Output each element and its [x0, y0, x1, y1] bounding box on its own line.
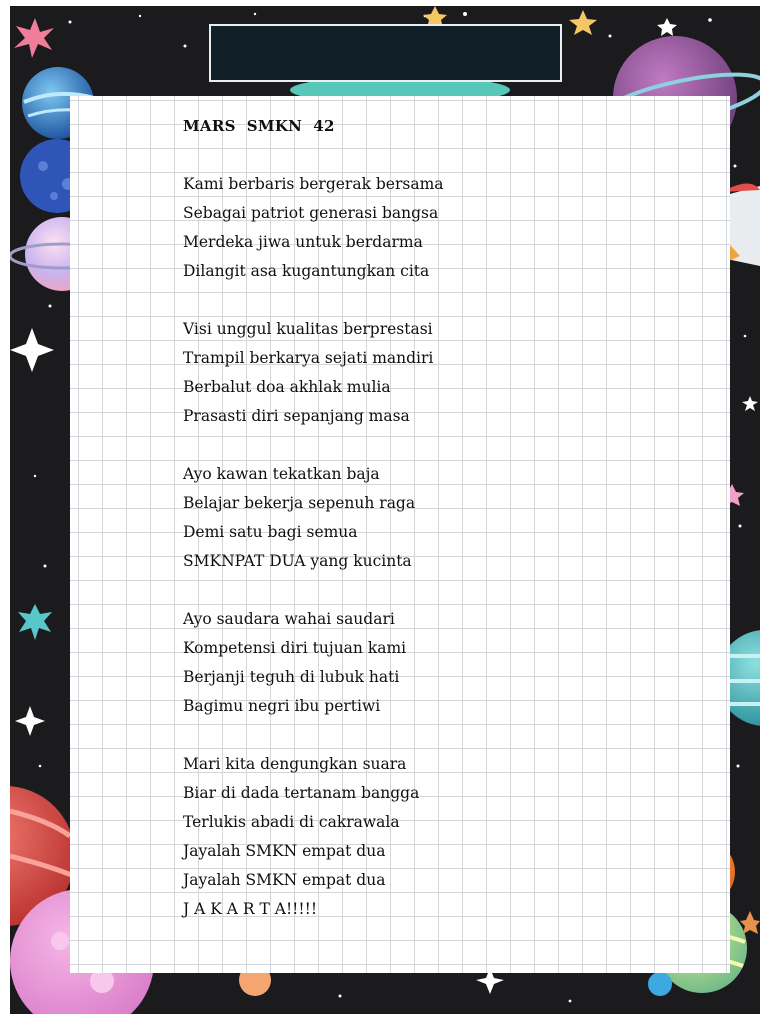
- stanza-5: [183, 750, 603, 924]
- stanza-3: [183, 460, 603, 576]
- lyric-line: Biar di dada tertanam bangga: [183, 784, 420, 802]
- song-lyrics: [183, 112, 603, 924]
- lyric-line: Trampil berkarya sejati mandiri: [183, 349, 434, 367]
- lyric-line: Belajar bekerja sepenuh raga: [183, 494, 416, 512]
- lyric-line: Sebagai patriot generasi bangsa: [183, 204, 439, 222]
- lyric-line: Demi satu bagi semua: [183, 523, 358, 541]
- lyric-line: Visi unggul kualitas berprestasi: [183, 320, 433, 338]
- lyric-line: Kami berbaris bergerak bersama: [183, 175, 444, 193]
- lyric-line: Ayo kawan tekatkan baja: [183, 465, 380, 483]
- stanza-4: [183, 605, 603, 721]
- lyric-line: Berjanji teguh di lubuk hati: [183, 668, 400, 686]
- lyric-line: Jayalah SMKN empat dua: [183, 871, 386, 889]
- lyric-line: Bagimu negri ibu pertiwi: [183, 697, 381, 715]
- lyric-line: SMKNPAT DUA yang kucinta: [183, 552, 412, 570]
- header-banner: [209, 24, 562, 82]
- lyric-line: Berbalut doa akhlak mulia: [183, 378, 391, 396]
- lyric-line: Dilangit asa kugantungkan cita: [183, 262, 430, 280]
- lyric-line: Jayalah SMKN empat dua: [183, 842, 386, 860]
- lyric-line: Mari kita dengungkan suara: [183, 755, 407, 773]
- lyric-line: Ayo saudara wahai saudari: [183, 610, 395, 628]
- lyric-line: Prasasti diri sepanjang masa: [183, 407, 410, 425]
- lyric-line: Terlukis abadi di cakrawala: [183, 813, 400, 831]
- lyric-line: Merdeka jiwa untuk berdarma: [183, 233, 423, 251]
- stanza-2: [183, 315, 603, 431]
- stanza-1: [183, 170, 603, 286]
- lyric-line: Kompetensi diri tujuan kami: [183, 639, 407, 657]
- song-title: MARS SMKN 42: [183, 117, 335, 135]
- lyric-line: J A K A R T A!!!!!: [183, 900, 318, 918]
